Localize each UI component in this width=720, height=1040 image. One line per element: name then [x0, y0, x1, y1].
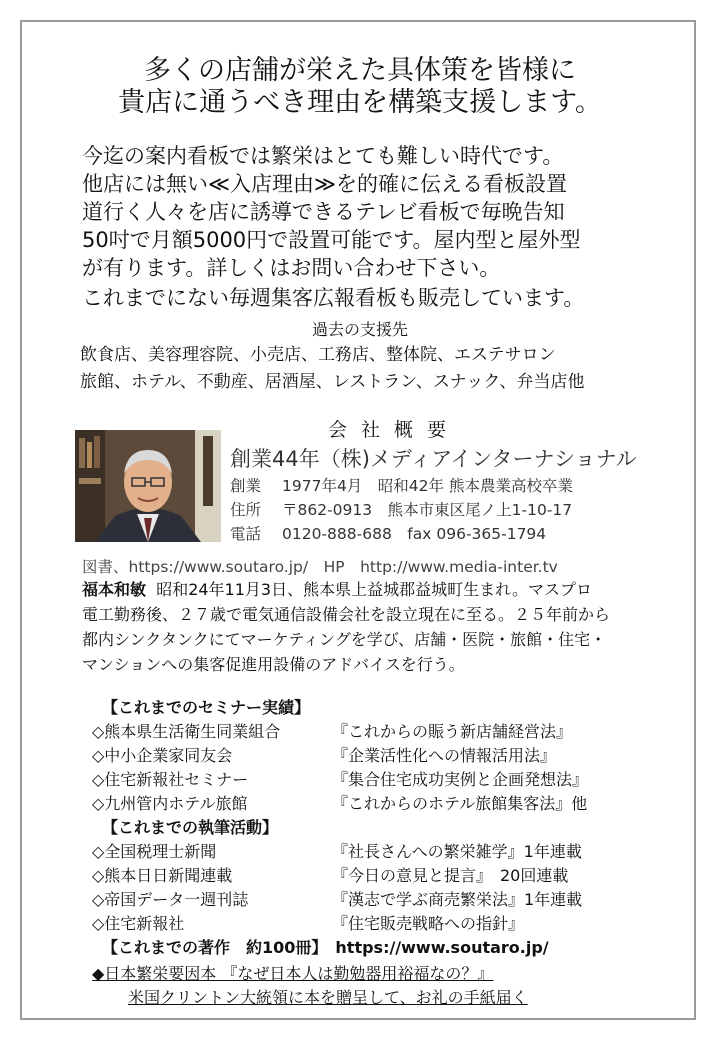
bio-line: マンションへの集客促進用設備のアドバイスを行う。 — [82, 655, 465, 674]
seminars-title: 【これまでのセミナー実績】 — [102, 698, 311, 717]
seminar-org: ◇住宅新報社セミナー — [92, 770, 249, 789]
books-line: 【これまでの著作 約100冊】 https://www.soutaro.jp/ — [102, 938, 549, 957]
info-value: 〒862-0913 熊本市東区尾ノ上1-10-17 — [282, 501, 573, 519]
writing-topic: 『今日の意見と提言』 20回連載 — [332, 866, 569, 885]
writing-org: ◇帝国データ一週刊誌 — [92, 890, 249, 909]
seminar-topic: 『これからの賑う新店舗経営法』 — [332, 722, 573, 741]
past-support-title: 過去の支援先 — [311, 320, 408, 339]
bio-line: 電工勤務後、２７歳で電気通信設備会社を設立現在に至る。２５年前から — [82, 605, 611, 624]
writings-title: 【これまでの執筆活動】 — [102, 818, 279, 837]
portrait-photo — [75, 430, 221, 542]
company-address-row — [230, 498, 572, 520]
headline-line-2: 貴店に通うべき理由を構築支援します。 — [118, 87, 602, 118]
seminar-org: ◇九州管内ホテル旅館 — [92, 794, 248, 813]
headline-line-1: 多くの店舗が栄えた具体策を皆様に — [144, 55, 576, 86]
book-link[interactable]: ◆日本繁栄要因本 『なぜ日本人は勤勉器用裕福なの？』 — [92, 964, 494, 983]
seminar-topic: 『集合住宅成功実例と企画発想法』 — [332, 770, 589, 789]
url-line: 図書、https://www.soutaro.jp/ HP http://www.media-inter.tv — [82, 558, 558, 576]
bio-line-1 — [82, 579, 592, 601]
past-support-line: 旅館、ホテル、不動産、居酒屋、レストラン、スナック、弁当店他 — [80, 372, 585, 392]
seminar-org: ◇熊本県生活衛生同業組合 — [92, 722, 281, 741]
info-key: 電話 — [230, 525, 262, 543]
bio-name: 福本和敏 — [82, 580, 147, 599]
intro-line: 50吋で月額5000円で設置可能です。屋内型と屋外型 — [82, 228, 581, 252]
info-key: 住所 — [230, 501, 262, 519]
intro-line: が有ります。詳しくはお問い合わせ下さい。 — [82, 256, 501, 280]
intro-line: 今迄の案内看板では繁栄はとても難しい時代です。 — [82, 144, 564, 168]
writing-topic: 『漢志で学ぶ商売繁栄法』1年連載 — [332, 890, 583, 909]
writing-topic: 『社長さんへの繁栄雑学』1年連載 — [332, 842, 582, 861]
writing-org: ◇住宅新報社 — [92, 914, 185, 933]
bio-line: 都内シンクタンクにてマーケティングを学び、店舗・医院・旅館・住宅・ — [82, 630, 607, 649]
seminar-topic: 『これからのホテル旅館集客法』他 — [332, 794, 588, 813]
writing-org: ◇熊本日日新聞連載 — [92, 866, 233, 885]
seminar-org: ◇中小企業家同友会 — [92, 746, 233, 765]
writing-topic: 『住宅販売戦略への指針』 — [332, 914, 525, 933]
past-support-line: 飲食店、美容理容院、小売店、工務店、整体院、エステサロン — [80, 345, 556, 365]
bio-text: 昭和24年11月3日、熊本県上益城郡益城町生まれ。マスプロ — [156, 580, 593, 599]
company-founded-row — [230, 474, 573, 496]
info-key: 創業 — [230, 477, 262, 495]
seminar-topic: 『企業活性化への情報活用法』 — [332, 746, 557, 765]
intro-line: これまでにない毎週集客広報看板も販売しています。 — [82, 286, 585, 310]
info-value: 1977年4月 昭和42年 熊本農業高校卒業 — [282, 477, 573, 495]
company-name: 創業44年（株)メディアインターナショナル — [230, 447, 637, 471]
writing-org: ◇全国税理士新聞 — [92, 842, 217, 861]
company-title: 会社概要 — [328, 419, 461, 441]
intro-line: 道行く人々を店に誘導できるテレビ看板で毎晩告知 — [82, 200, 565, 224]
clinton-letter-link[interactable]: 米国クリントン大統領に本を贈呈して、お礼の手紙届く — [128, 988, 528, 1007]
intro-line: 他店には無い≪入店理由≫を的確に伝える看板設置 — [82, 172, 567, 196]
info-value: 0120-888-688 fax 096-365-1794 — [282, 525, 547, 543]
company-phone-row — [230, 522, 546, 544]
